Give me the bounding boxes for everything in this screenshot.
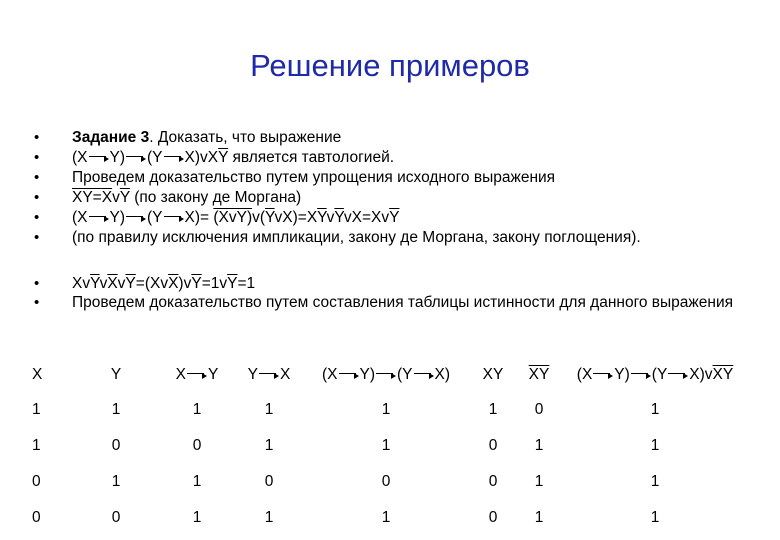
implication-arrow-icon: [163, 213, 185, 223]
table-cell: 1: [650, 437, 660, 454]
implication-arrow-icon: [258, 370, 280, 380]
table-cell: 0: [488, 437, 498, 454]
table-cell: 1: [534, 509, 544, 526]
header-full-expression: (X Y) (Y $X)v\overline{XY}$: [576, 366, 734, 383]
implication-arrow-icon: [413, 370, 435, 380]
table-cell: 1: [650, 401, 660, 418]
table-cell: 1: [32, 401, 41, 418]
truth-table-header-row: [24, 358, 746, 392]
implication-arrow-icon: [375, 370, 397, 380]
implication-arrow-icon: [163, 153, 185, 163]
table-cell: 0: [192, 437, 202, 454]
implication-arrow-icon: [88, 213, 110, 223]
implication-arrow-icon: [186, 370, 208, 380]
implication-arrow-icon: [125, 213, 147, 223]
table-cell: 0: [264, 473, 274, 490]
table-row: [24, 428, 746, 464]
bullet-rules: • (по правилу исключения импликации, закону де Моргана, закону поглощения).: [34, 228, 764, 248]
table-cell: 1: [111, 473, 121, 490]
header-y-implies-x: Y X: [247, 366, 291, 383]
table-cell: 1: [534, 437, 544, 454]
table-cell: 1: [192, 509, 202, 526]
table-cell: 0: [32, 509, 41, 526]
table-cell: 1: [381, 437, 391, 454]
table-cell: 0: [488, 509, 498, 526]
header-y: Y: [110, 366, 122, 383]
table-cell: 1: [534, 473, 544, 490]
table-cell: 0: [111, 437, 121, 454]
table-cell: 1: [650, 473, 660, 490]
table-cell: 1: [192, 401, 202, 418]
implication-arrow-icon: [630, 370, 652, 380]
table-cell: 1: [32, 437, 41, 454]
table-row: [24, 500, 746, 536]
table-cell: 1: [488, 401, 498, 418]
table-cell: 0: [111, 509, 121, 526]
bullet-de-morgan: • $XY=\overline{X}v\overline{Y}$ (по закону де Моргана): [34, 188, 764, 208]
table-cell: 1: [192, 473, 202, 490]
table-row: [24, 464, 746, 500]
slide-title: Решение примеров: [250, 48, 530, 83]
implication-arrow-icon: [592, 370, 614, 380]
table-row: [24, 392, 746, 428]
table-cell: 1: [111, 401, 121, 418]
header-xy: XY: [482, 366, 504, 383]
task-label: Задание 3: [72, 129, 150, 146]
table-cell: 0: [488, 473, 498, 490]
truth-table: [24, 358, 746, 536]
table-cell: 0: [534, 401, 544, 418]
table-cell: 1: [381, 401, 391, 418]
bullet-method: • Проведем доказательство путем упрощения исходного выражения: [34, 168, 764, 188]
table-cell: 1: [264, 437, 274, 454]
table-cell: 1: [264, 401, 274, 418]
implication-arrow-icon: [667, 370, 689, 380]
table-cell: 1: [264, 509, 274, 526]
table-cell: 1: [650, 509, 660, 526]
header-compound-implication: (X Y) (Y X): [322, 366, 450, 383]
bullet-tautology-proof: • $Xv\overline{Y}v\overline{X}v\overline{Y}=(Xv\overline{X})v\overline{Y}=1v\overline{Y}=1$: [34, 274, 764, 294]
table-cell: 0: [381, 473, 391, 490]
header-x: X: [32, 366, 43, 383]
implication-arrow-icon: [338, 370, 360, 380]
table-cell: 0: [32, 473, 41, 490]
header-not-xy: $\overline{XY}$: [528, 366, 550, 383]
implication-arrow-icon: [125, 153, 147, 163]
bullet-task: [34, 128, 764, 148]
task-text: . Доказать, что выражение: [149, 129, 342, 146]
implication-arrow-icon: [88, 153, 110, 163]
bullet-truth-table-intro: • Проведем доказательство путем составления таблицы истинности для данного выражения: [34, 294, 762, 311]
bullet-simplification: • (X Y) (Y $X)= (XvY)v(\overline{Y}vX)=X\overline{Y}v\overline{Y}vX=Xv\overline{Y}$: [34, 208, 764, 228]
bullet-expression: • (X Y) (Y $X)vX\overline{Y}$ является тавтологией.: [34, 148, 764, 168]
bullet-list: [34, 128, 764, 311]
header-x-implies-y: X Y: [175, 366, 219, 383]
table-cell: 1: [381, 509, 391, 526]
